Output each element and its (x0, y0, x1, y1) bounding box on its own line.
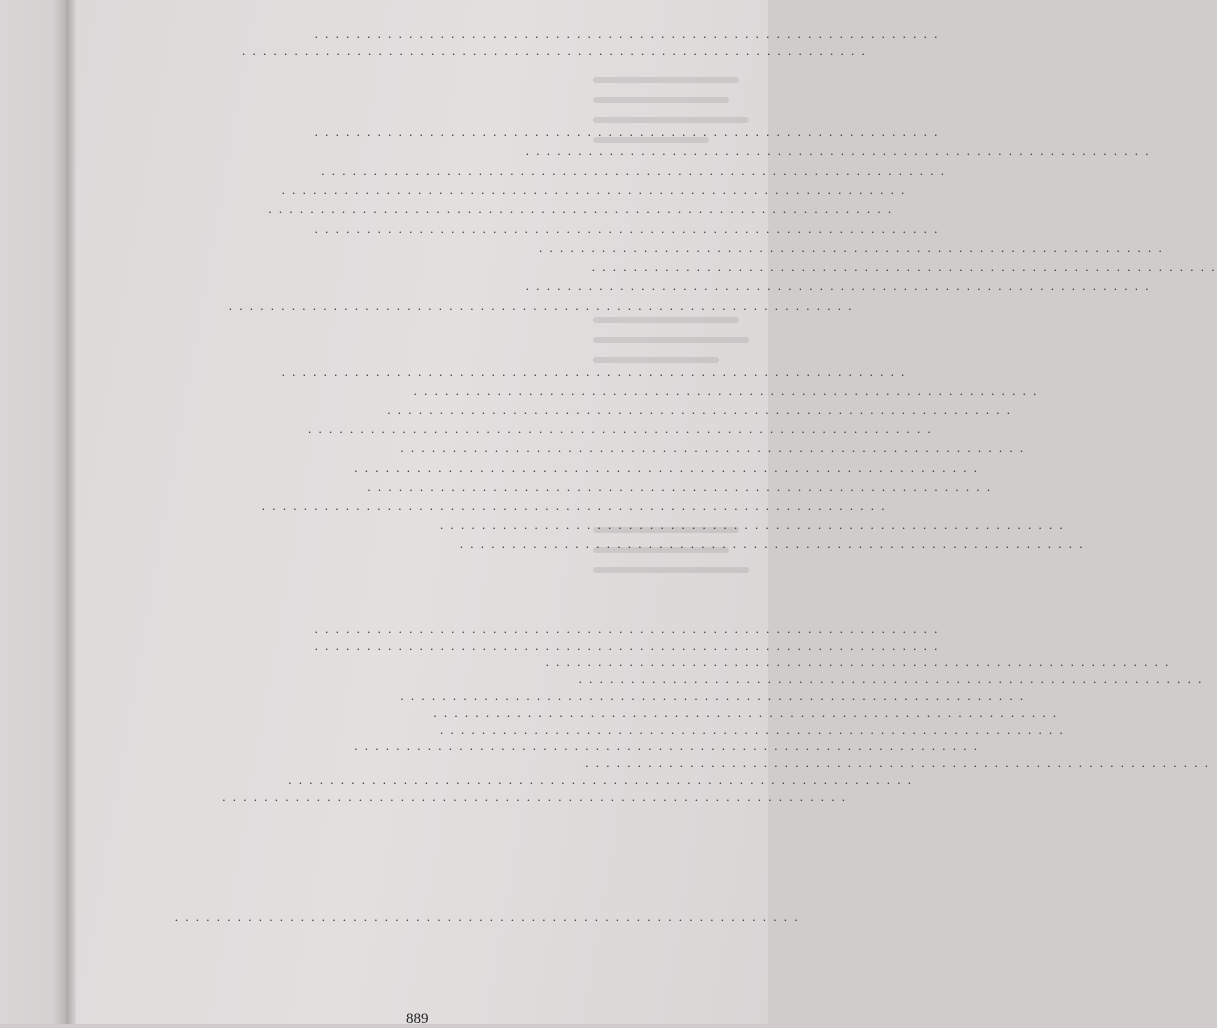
dot-leader: . . . . . . . . . . . . . . . . . . . . . . . . . . . . . . . . . . . . . . . . . . . . . . . . . . . . . . . . . . . . (525, 143, 1151, 159)
dot-leader: . . . . . . . . . . . . . . . . . . . . . . . . . . . . . . . . . . . . . . . . . . . . . . . . . . . . . . . . . . . . (459, 535, 1085, 551)
page-number: 889 (406, 1011, 429, 1027)
dot-leader: . . . . . . . . . . . . . . . . . . . . . . . . . . . . . . . . . . . . . . . . . . . . . . . . . . . . . . . . . . . . (314, 220, 940, 236)
dot-leader: . . . . . . . . . . . . . . . . . . . . . . . . . . . . . . . . . . . . . . . . . . . . . . . . . . . . . . . . . . . . (367, 478, 993, 494)
dot-leader: . . . . . . . . . . . . . . . . . . . . . . . . . . . . . . . . . . . . . . . . . . . . . . . . . . . . . . . . . . . . (578, 671, 1204, 687)
dot-leader: . . . . . . . . . . . . . . . . . . . . . . . . . . . . . . . . . . . . . . . . . . . . . . . . . . . . . . . . . . . . (585, 755, 1210, 771)
dot-leader: . . . . . . . . . . . . . . . . . . . . . . . . . . . . . . . . . . . . . . . . . . . . . . . . . . . . . . . . . . . . (308, 421, 933, 437)
dot-leader: . . . . . . . . . . . . . . . . . . . . . . . . . . . . . . . . . . . . . . . . . . . . . . . . . . . . . . . . . . . . (314, 637, 940, 653)
dot-leader: . . . . . . . . . . . . . . . . . . . . . . . . . . . . . . . . . . . . . . . . . . . . . . . . . . . . . . . . . . . . (545, 654, 1171, 670)
dot-leader: . . . . . . . . . . . . . . . . . . . . . . . . . . . . . . . . . . . . . . . . . . . . . . . . . . . . . . . . . . . . (539, 239, 1164, 255)
dot-leader: . . . . . . . . . . . . . . . . . . . . . . . . . . . . . . . . . . . . . . . . . . . . . . . . . . . . . . . . . . . . (354, 738, 979, 754)
dot-leader: . . . . . . . . . . . . . . . . . . . . . . . . . . . . . . . . . . . . . . . . . . . . . . . . . . . . . . . . . . . . (314, 124, 940, 139)
dot-leader: . . . . . . . . . . . . . . . . . . . . . . . . . . . . . . . . . . . . . . . . . . . . . . . . . . . . . . . . . . . . (314, 26, 940, 41)
dot-leader: . . . . . . . . . . . . . . . . . . . . . . . . . . . . . . . . . . . . . . . . . . . . . . . . . . . . . . . . . . . . (591, 259, 1217, 275)
dot-leader: . . . . . . . . . . . . . . . . . . . . . . . . . . . . . . . . . . . . . . . . . . . . . . . . . . . . . . . . . . . . (413, 383, 1039, 399)
dot-leader: . . . . . . . . . . . . . . . . . . . . . . . . . . . . . . . . . . . . . . . . . . . . . . . . . . . . . . . . . . . . (321, 162, 946, 178)
dot-leader: . . . . . . . . . . . . . . . . . . . . . . . . . . . . . . . . . . . . . . . . . . . . . . . . . . . . . . . . . . . . (354, 459, 979, 475)
dot-leader: . . . . . . . . . . . . . . . . . . . . . . . . . . . . . . . . . . . . . . . . . . . . . . . . . . . . . . . . . . . . (440, 721, 1065, 737)
dot-leader: . . . . . . . . . . . . . . . . . . . . . . . . . . . . . . . . . . . . . . . . . . . . . . . . . . . . . . . . . . . . (525, 278, 1151, 294)
book-page (76, 0, 1217, 1027)
dot-leader: . . . . . . . . . . . . . . . . . . . . . . . . . . . . . . . . . . . . . . . . . . . . . . . . . . . . . . . . . . . . (314, 620, 940, 636)
book-gutter (66, 0, 76, 1024)
left-page-strip (0, 0, 66, 1024)
dot-leader: . . . . . . . . . . . . . . . . . . . . . . . . . . . . . . . . . . . . . . . . . . . . . . . . . . . . . . . . . . . . (222, 788, 847, 804)
dot-leader: . . . . . . . . . . . . . . . . . . . . . . . . . . . . . . . . . . . . . . . . . . . . . . . . . . . . . . . . . . . . (174, 909, 800, 924)
dot-leader: . . . . . . . . . . . . . . . . . . . . . . . . . . . . . . . . . . . . . . . . . . . . . . . . . . . . . . . . . . . . (433, 704, 1059, 720)
dot-leader: . . . . . . . . . . . . . . . . . . . . . . . . . . . . . . . . . . . . . . . . . . . . . . . . . . . . . . . . . . . . (400, 688, 1026, 703)
dot-leader: . . . . . . . . . . . . . . . . . . . . . . . . . . . . . . . . . . . . . . . . . . . . . . . . . . . . . . . . . . . . (400, 440, 1026, 456)
dot-leader: . . . . . . . . . . . . . . . . . . . . . . . . . . . . . . . . . . . . . . . . . . . . . . . . . . . . . . . . . . . . (440, 516, 1065, 532)
dot-leader: . . . . . . . . . . . . . . . . . . . . . . . . . . . . . . . . . . . . . . . . . . . . . . . . . . . . . . . . . . . . (387, 402, 1012, 418)
dot-leader: . . . . . . . . . . . . . . . . . . . . . . . . . . . . . . . . . . . . . . . . . . . . . . . . . . . . . . . . . . . . (261, 497, 887, 513)
dot-leader: . . . . . . . . . . . . . . . . . . . . . . . . . . . . . . . . . . . . . . . . . . . . . . . . . . . . . . . . . . . . (281, 364, 907, 379)
dot-leader: . . . . . . . . . . . . . . . . . . . . . . . . . . . . . . . . . . . . . . . . . . . . . . . . . . . . . . . . . . . . (242, 43, 867, 58)
dot-leader: . . . . . . . . . . . . . . . . . . . . . . . . . . . . . . . . . . . . . . . . . . . . . . . . . . . . . . . . . . . . (268, 201, 894, 217)
dot-leader: . . . . . . . . . . . . . . . . . . . . . . . . . . . . . . . . . . . . . . . . . . . . . . . . . . . . . . . . . . . . (228, 297, 854, 313)
dot-leader: . . . . . . . . . . . . . . . . . . . . . . . . . . . . . . . . . . . . . . . . . . . . . . . . . . . . . . . . . . . . (288, 772, 913, 787)
dot-leader: . . . . . . . . . . . . . . . . . . . . . . . . . . . . . . . . . . . . . . . . . . . . . . . . . . . . . . . . . . . . (281, 181, 907, 197)
